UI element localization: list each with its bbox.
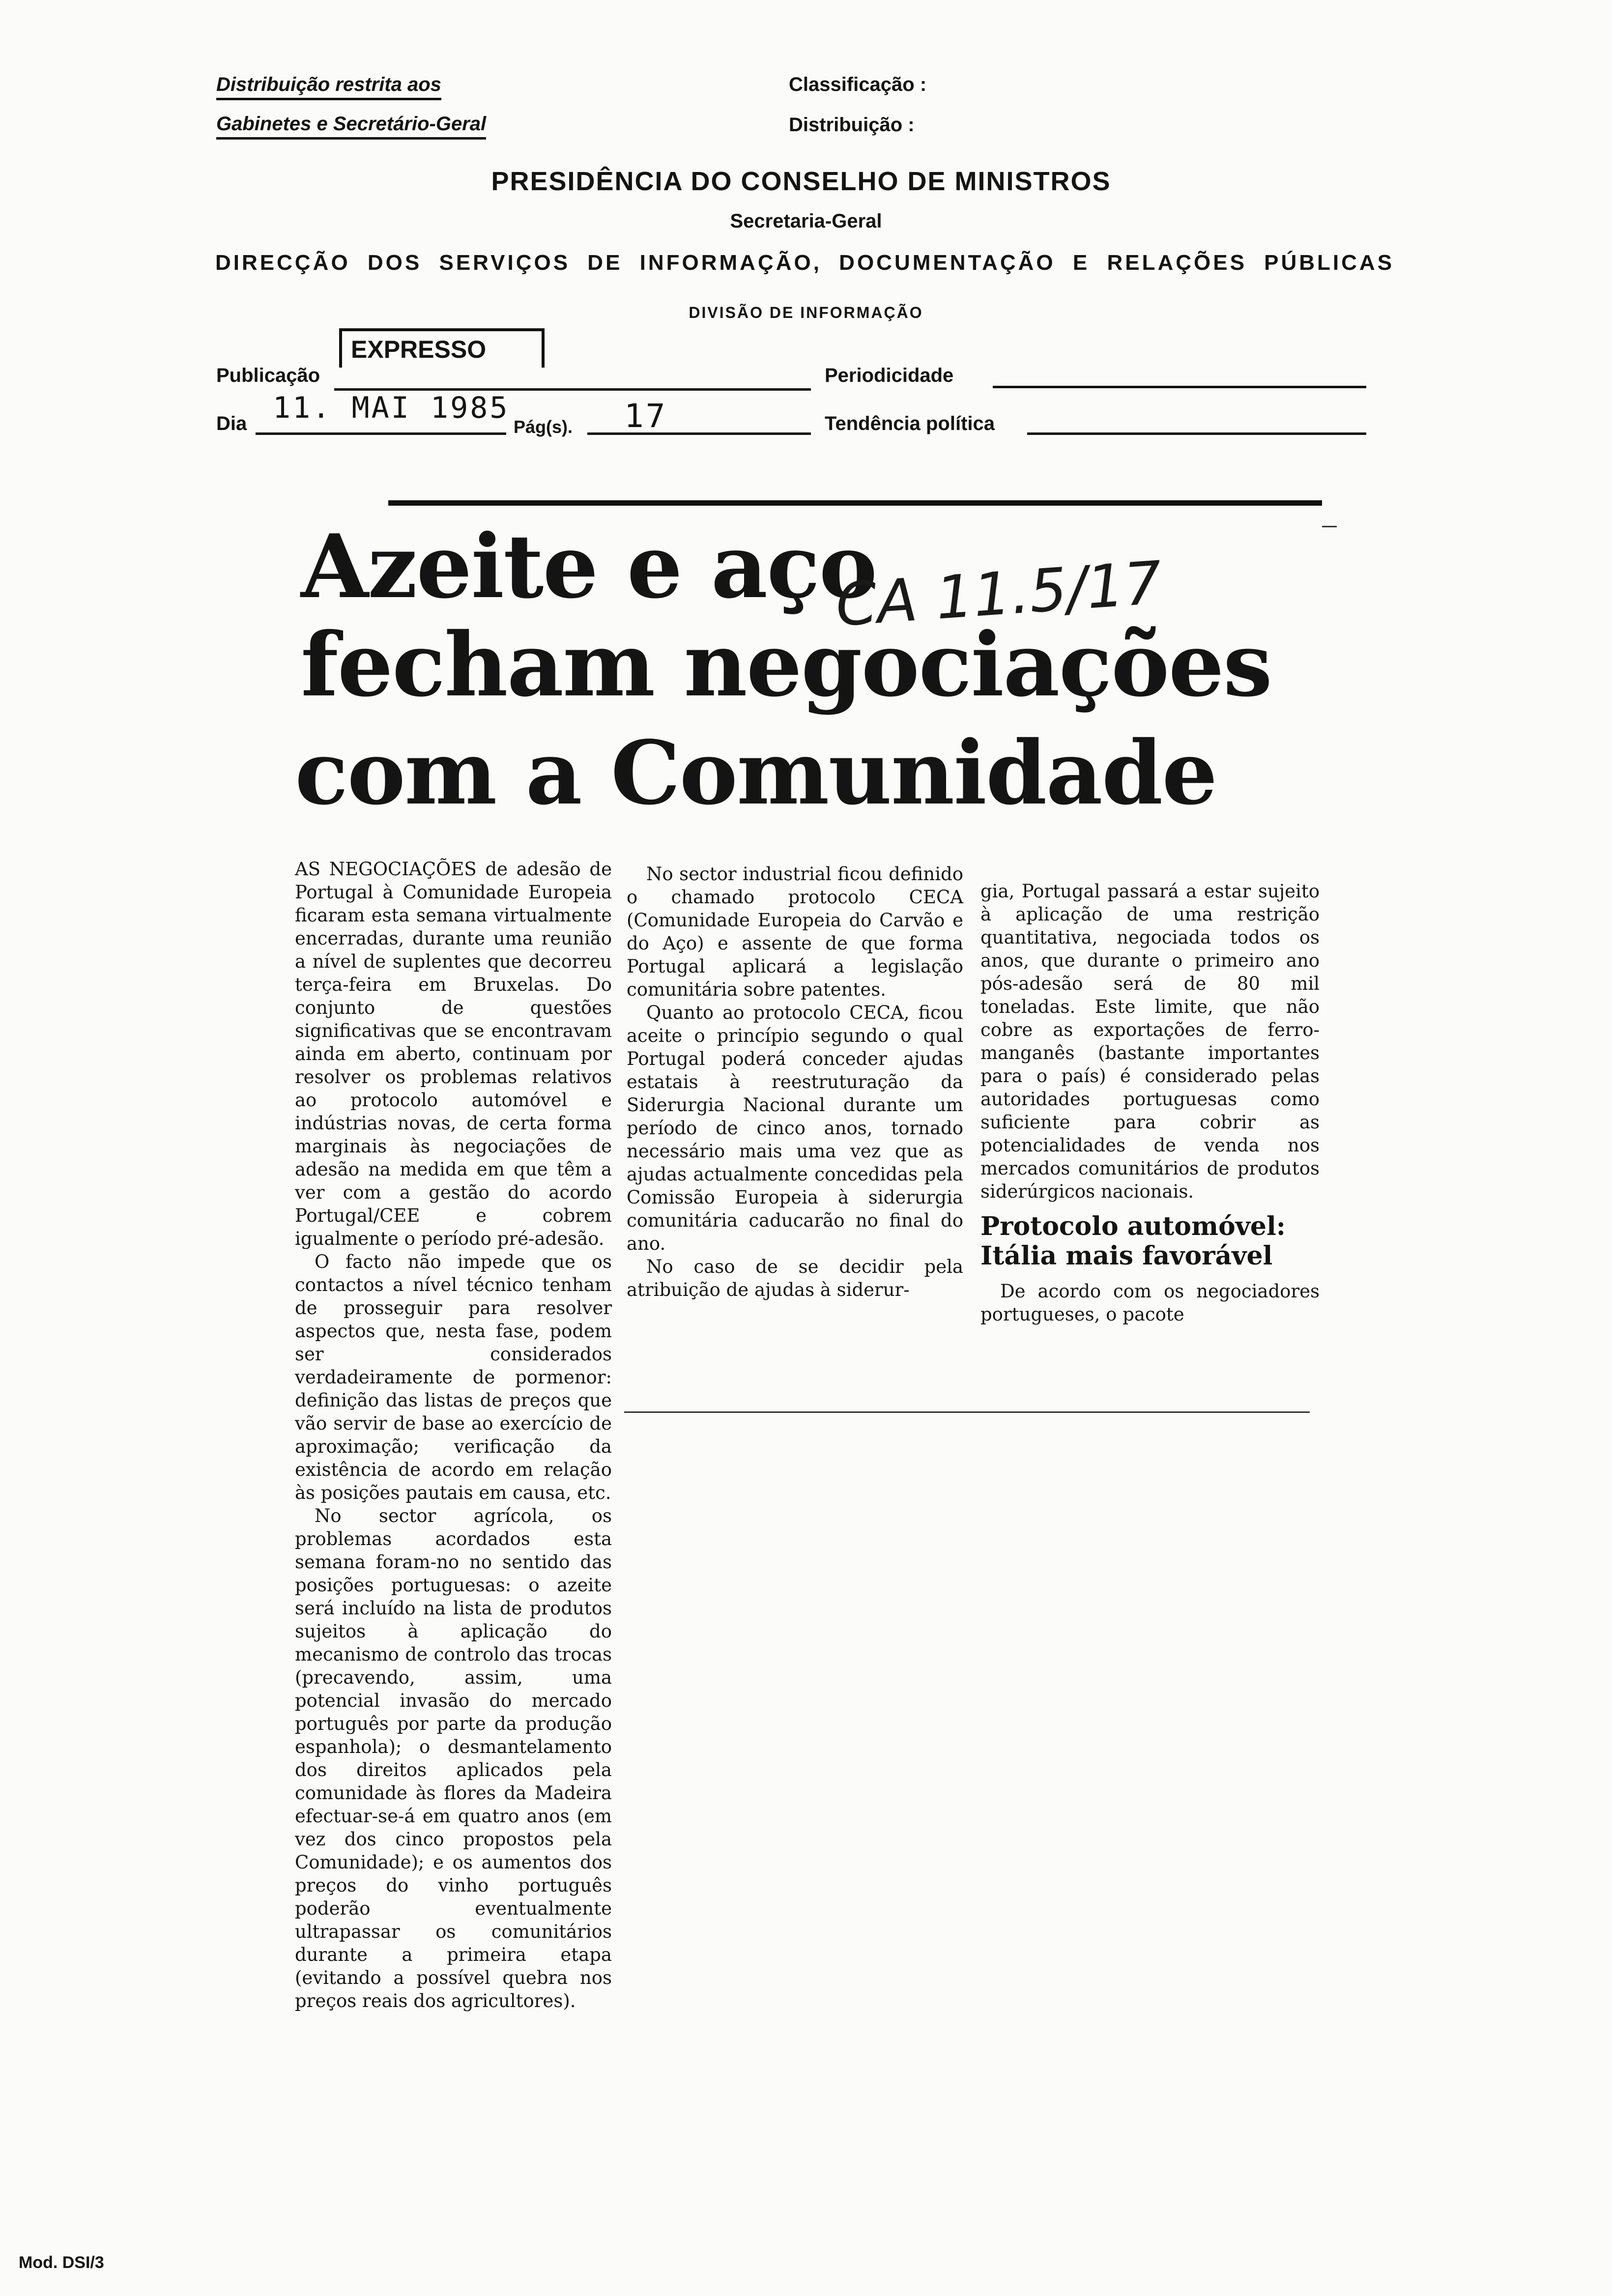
pags-value: 17	[624, 397, 667, 435]
col1-paragraph: No sector agrícola, os problemas acordados esta semana foram-no no sentido das posições portuguesas: o azeite será incluído na lista de produtos sujeitos à aplicação do mecanismo de controlo das trocas (precavendo, assim, uma potencial invasão do mercado português por parte da produção espanhola); o desmantelamento dos direitos aplicados pela comunidade às flores da Madeira efectuar-se-á em quatro anos (em vez dos cinco propostos pela Comunidade); e os aumentos dos preços do vinho português poderão eventualmente ultrapassar os comunitários durante a primeira etapa (evitando a possível quebra nos preços reais dos agricultores).	[295, 1505, 612, 2011]
col1-paragraph: O facto não impede que os contactos a nível técnico tenham de prosseguir para resolver aspectos que, nesta fase, podem ser considerados verdadeiramente de pormenor: definição das listas de preços que vão servir de base ao exercício de aproximação; verificação da existência de acordo em relação às posições pautais em causa, etc.	[295, 1251, 612, 1503]
publicacao-label: Publicação	[216, 365, 320, 386]
article-column-1	[295, 858, 612, 2012]
article-top-rule	[388, 500, 1322, 506]
publicacao-stamp: EXPRESSO	[339, 328, 545, 368]
col2-paragraph: Quanto ao protocolo CECA, ficou aceite o princípio segundo o qual Portugal poderá conceder ajudas estatais à reestruturação da Siderurgia Nacional durante um período de cinco anos, tornado necessário mais uma vez que as ajudas actualmente concedidas pela Comissão Europeia à siderurgia comunitária caducarão no final do ano.	[627, 1002, 963, 1254]
col2-paragraph: No caso de se decidir pela atribuição de ajudas à siderur-	[627, 1256, 963, 1300]
classificacao-label: Classificação :	[789, 74, 927, 95]
direccao-line: DIRECÇÃO DOS SERVIÇOS DE INFORMAÇÃO, DOCUMENTAÇÃO E RELAÇÕES PÚBLICAS	[215, 251, 1395, 275]
article-column-3	[980, 880, 1320, 1326]
restricted-line-1: Distribuição restrita aos	[216, 74, 441, 100]
subhead-line-1: Protocolo automóvel:	[980, 1211, 1286, 1241]
periodicidade-label: Periodicidade	[825, 365, 954, 386]
headline-line-3: com a Comunidade	[295, 721, 1217, 824]
subhead	[980, 1212, 1320, 1271]
headline-line-1: Azeite e aço	[301, 515, 877, 618]
presidencia-title: PRESIDÊNCIA DO CONSELHO DE MINISTROS	[491, 167, 1111, 196]
distribuicao-label: Distribuição :	[789, 114, 915, 136]
restricted-line-2: Gabinetes e Secretário-Geral	[216, 113, 486, 140]
col1-paragraph: AS NEGOCIAÇÕES de adesão de Portugal à Comunidade Europeia ficaram esta semana virtualmente encerradas, durante uma reunião a nível de suplentes que decorreu terça-feira em Bruxelas. Do conjunto de questões significativas que se encontravam ainda em aberto, continuam por resolver os problemas relativos ao protocolo automóvel e indústrias novas, de certa forma marginais às negociações de adesão na medida em que têm a ver com a gestão do acordo Portugal/CEE e cobrem igualmente o período pré-adesão.	[295, 859, 612, 1249]
tendencia-label: Tendência política	[825, 413, 995, 434]
dia-label: Dia	[216, 413, 247, 434]
pags-line	[587, 432, 811, 435]
subhead-line-2: Itália mais favorável	[980, 1241, 1273, 1271]
pags-label: Pág(s).	[514, 417, 573, 437]
col3-paragraph: gia, Portugal passará a estar sujeito à aplicação de uma restrição quantitativa, negociada todos os anos, que durante o primeiro ano pós-adesão será de 80 mil toneladas. Este limite, que não cobre as exportações de ferro-manganês (bastante importantes para o país) é considerado pelas autoridades portuguesas como suficiente para cobrir as potencialidades de venda nos mercados comunitários de produtos siderúrgicos nacionais.	[980, 881, 1320, 1202]
col2-paragraph: No sector industrial ficou definido o chamado protocolo CECA (Comunidade Europeia do Carvão e do Aço) e assente de que forma Portugal aplicará a legislação comunitária sobre patentes.	[627, 863, 963, 1000]
dia-value: 11. MAI 1985	[273, 391, 510, 425]
divisao-informacao: DIVISÃO DE INFORMAÇÃO	[689, 304, 923, 321]
article-bottom-rule	[624, 1411, 1310, 1413]
article-top-rule-tail	[1322, 526, 1337, 527]
secretaria-geral: Secretaria-Geral	[730, 210, 882, 232]
dia-line	[256, 432, 506, 435]
tendencia-line	[1027, 432, 1366, 435]
form-model-code: Mod. DSI/3	[19, 2253, 104, 2272]
article-column-2	[627, 862, 963, 1301]
handwritten-annotation: CA 11.5/17	[833, 548, 1164, 640]
headline-line-2: fecham negociações	[301, 613, 1272, 716]
col3-paragraph: De acordo com os negociadores portugueses, o pacote	[980, 1281, 1320, 1325]
periodicidade-line	[993, 386, 1366, 388]
